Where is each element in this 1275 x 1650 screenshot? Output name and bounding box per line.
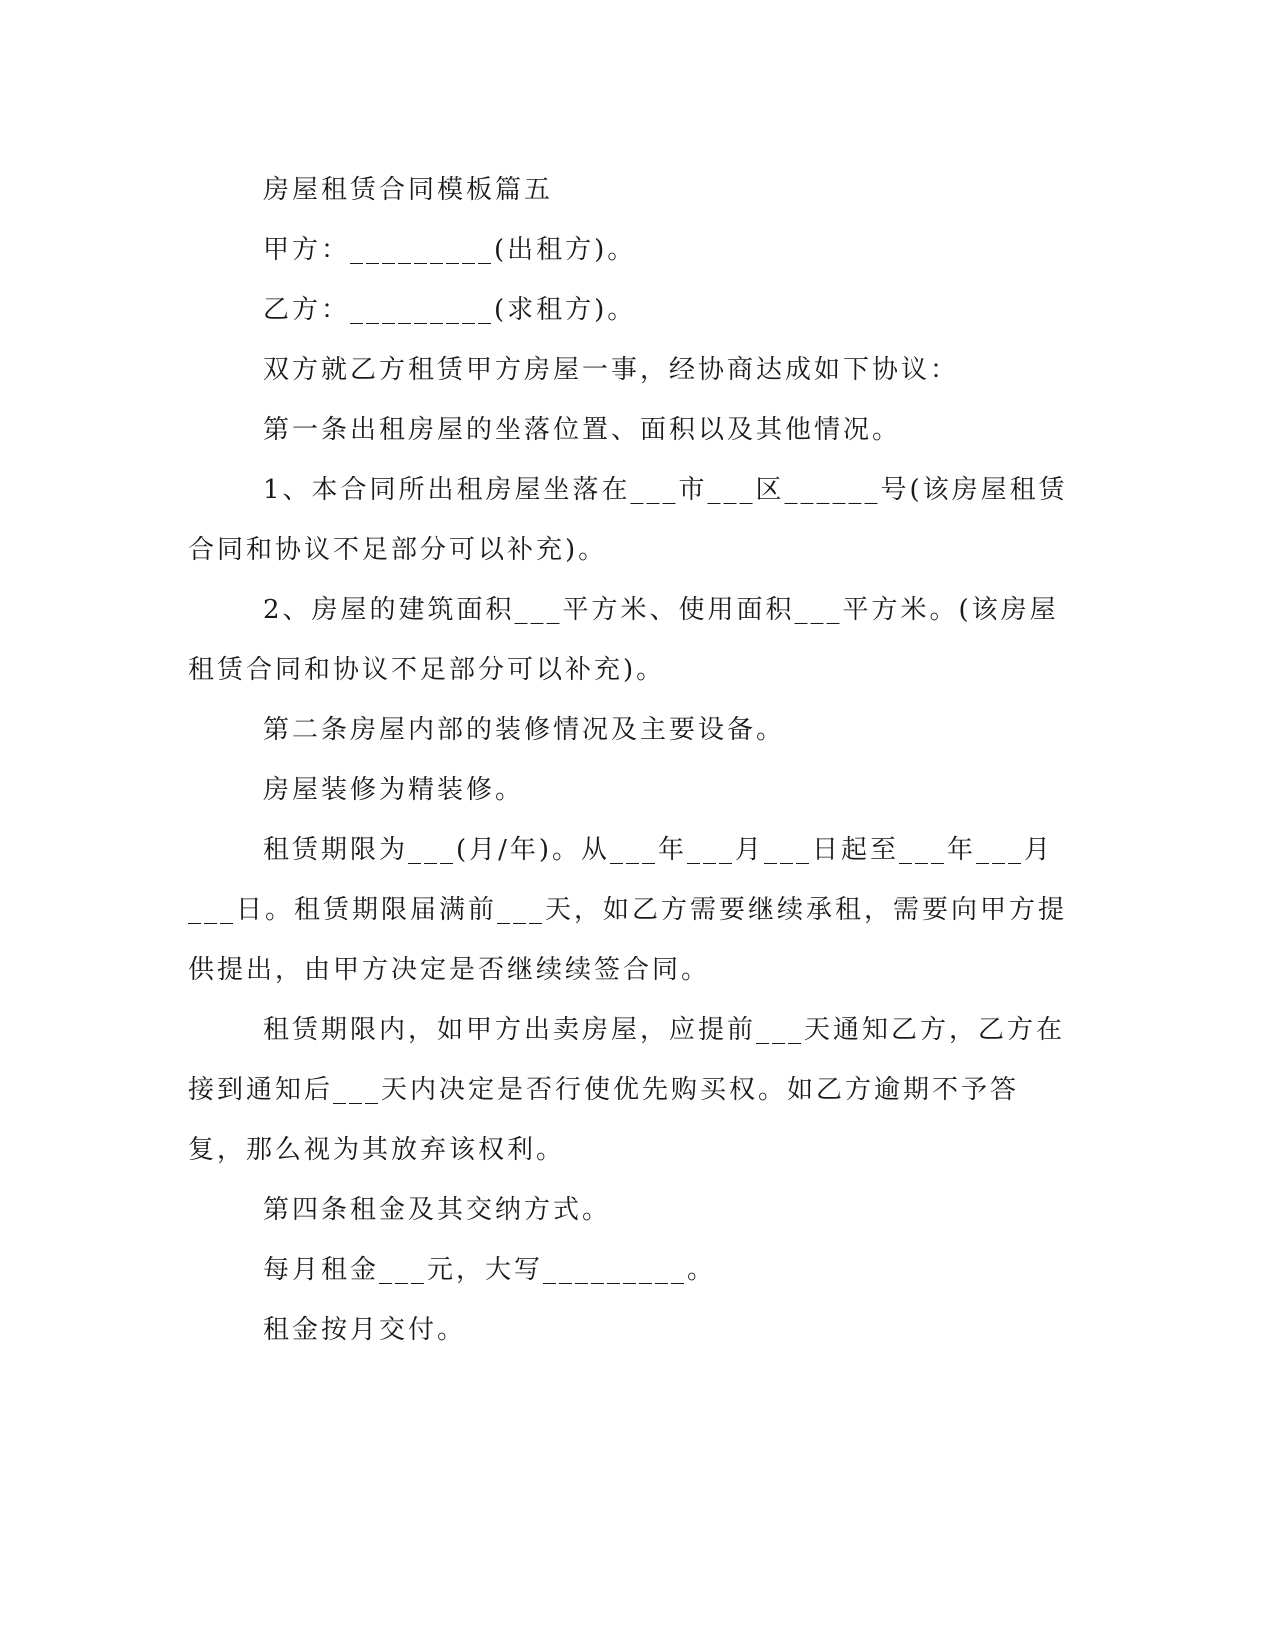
monthly-rent-line: 每月租金___元，大写_________。	[263, 1255, 717, 1285]
document-title: 房屋租赁合同模板篇五	[263, 175, 554, 205]
party-a-line: 甲方：_________(出租方)。	[263, 235, 637, 265]
preemption-paragraph: 租赁期限内，如甲方出卖房屋，应提前___天通知乙方，乙方在接到通知后___天内决定是否行使优先购买权。如乙方逾期不予答复，那么视为其放弃该权利。	[188, 1015, 1066, 1165]
article-2-heading: 第二条房屋内部的装修情况及主要设备。	[263, 715, 786, 745]
article-4-heading: 第四条租金及其交纳方式。	[263, 1195, 612, 1225]
party-b-line: 乙方：_________(求租方)。	[263, 295, 637, 325]
article-1-heading: 第一条出租房屋的坐落位置、面积以及其他情况。	[263, 415, 902, 445]
article-1-item-1: 1、本合同所出租房屋坐落在___市___区______号(该房屋租赁合同和协议不足部分可以补充)。	[188, 475, 1068, 565]
lease-term-paragraph: 租赁期限为___(月/年)。从___年___月___日起至___年___月___日。租赁期限届满前___天，如乙方需要继续承租，需要向甲方提供提出，由甲方决定是否继续续签合同。	[188, 835, 1068, 985]
document-body	[188, 160, 1068, 1360]
payment-schedule-line: 租金按月交付。	[263, 1315, 467, 1345]
agreement-intro: 双方就乙方租赁甲方房屋一事，经协商达成如下协议：	[263, 355, 960, 385]
article-1-item-2: 2、房屋的建筑面积___平方米、使用面积___平方米。(该房屋租赁合同和协议不足部分可以补充)。	[188, 595, 1059, 685]
decoration-line: 房屋装修为精装修。	[263, 775, 525, 805]
